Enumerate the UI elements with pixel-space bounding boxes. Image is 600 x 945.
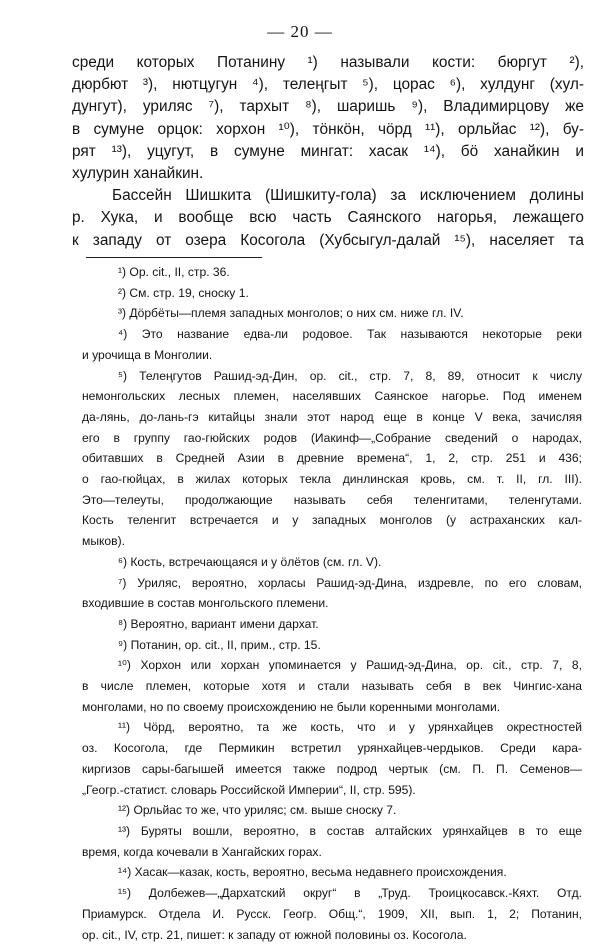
footnote-line: ⁸) Вероятно, вариант имени дархат. xyxy=(82,614,582,635)
text-line: к западу от озера Косогола (Хубсыгул-далай ¹⁵), населяет та xyxy=(72,230,584,252)
footnote-line: Кость теленгит встречается и у западных монголов (у астраханских кал- xyxy=(82,510,582,531)
footnote-line: мыков). xyxy=(82,531,582,552)
footnote-line: киргизов сары-багышей имеется также подрод чертык (см. П. П. Семенов— xyxy=(82,759,582,780)
footnote-line: ¹⁴) Хасак—казак, кость, вероятно, весьма недавнего происхождения. xyxy=(82,862,582,883)
paragraph-1 xyxy=(72,52,584,185)
footnote-line: ⁵) Телеңгутов Рашид-эд-Дин, op. cit., стр. 7, 8, 89, относит к числу xyxy=(82,366,582,387)
footnote-8 xyxy=(82,614,582,635)
text-line: в сумуне орцок: хорхон ¹⁰), тöнкöн, чöрд ¹¹), орльйас ¹²), бу- xyxy=(72,119,584,141)
footnote-line: ¹²) Орльйас то же, что уриляс; см. выше сноску 7. xyxy=(82,800,582,821)
footnote-10 xyxy=(82,655,582,717)
footnote-line: ¹⁰) Хорхон или хорхан упоминается у Рашид-эд-Дина, op. cit., стр. 7, 8, xyxy=(82,655,582,676)
footnote-line: op. cit., IV, стр. 21, пишет: к западу от южной половины оз. Косогола. xyxy=(82,925,582,945)
footnote-line: ⁷) Уриляс, вероятно, хорласы Рашид-эд-Дина, издревле, по его словам, xyxy=(82,573,582,594)
footnote-line: ¹³) Буряты вошли, вероятно, в состав алтайских урянхайцев в то еще xyxy=(82,821,582,842)
footnote-line: и урочища в Монголии. xyxy=(82,345,582,366)
footnote-line: ¹¹) Чöрд, вероятно, та же кость, что и у урянхайцев окрестностей xyxy=(82,717,582,738)
footnote-divider xyxy=(86,257,262,258)
footnote-4 xyxy=(82,324,582,365)
text-line: дюрбют ³), нютцугун ⁴), телеңгыт ⁵), цорас ⁶), хулдунг (хул- xyxy=(72,74,584,96)
text-line: Бассейн Шишкита (Шишкиту-гола) за исключением долины xyxy=(72,185,584,207)
footnote-line: оз. Косогола, где Пермикин встретил урянхайцев-чердыков. Среди кара- xyxy=(82,738,582,759)
footnote-9 xyxy=(82,635,582,656)
footnote-15 xyxy=(82,883,582,945)
footnote-12 xyxy=(82,800,582,821)
footnote-line: в числе племен, которые хотя и стали называть себя в век Чингис-хана xyxy=(82,676,582,697)
footnote-line: ⁶) Кость, встречающаяся и у öлётов (см. гл. V). xyxy=(82,552,582,573)
main-text xyxy=(72,52,584,252)
footnote-line: ³) Дöрбёты—племя западных монголов; о них см. ниже гл. IV. xyxy=(82,303,582,324)
footnote-2 xyxy=(82,283,582,304)
footnote-line: ¹) Op. cit., II, стр. 36. xyxy=(82,262,582,283)
footnote-14 xyxy=(82,862,582,883)
text-line: дунгут), уриляс ⁷), тархыт ⁸), шаришь ⁹), Владимирцову же xyxy=(72,96,584,118)
footnote-line: ²) См. стр. 19, сноску 1. xyxy=(82,283,582,304)
footnote-line: „Геогр.-статист. словарь Российской Империи“, II, стр. 595). xyxy=(82,780,582,801)
footnote-11 xyxy=(82,717,582,800)
footnote-6 xyxy=(82,552,582,573)
footnotes xyxy=(82,262,582,945)
footnote-line: да-лянь, до-лань-гэ китайцы знали этот народ еще в конце V века, зачисляя xyxy=(82,407,582,428)
footnote-line: входившие в состав монгольского племени. xyxy=(82,593,582,614)
text-line: рят ¹³), уцугут, в сумуне мингат: хасак ¹⁴), бö ханайкин и xyxy=(72,141,584,163)
footnote-3 xyxy=(82,303,582,324)
text-line: среди которых Потанину ¹) называли кости: бюргут ²), xyxy=(72,52,584,74)
footnote-line: немонгольских лесных племен, населявших Саянское нагорье. Под именем xyxy=(82,386,582,407)
footnote-line: ¹⁵) Долбежев—„Дархатский округ“ в „Труд. Троицкосавск.-Кяхт. Отд. xyxy=(82,883,582,904)
footnote-line: ⁴) Это название едва-ли родовое. Так называются некоторые реки xyxy=(82,324,582,345)
footnote-line: его в группу гао-гюйских родов (Иакинф—„Собрание сведений о народах, xyxy=(82,428,582,449)
page-number: — 20 — xyxy=(0,22,600,42)
text-line: хулурин ханайкин. xyxy=(72,163,584,185)
footnote-line: ⁹) Потанин, op. cit., II, прим., стр. 15. xyxy=(82,635,582,656)
footnote-13 xyxy=(82,821,582,862)
footnote-line: Это—телеуты, продолжающие называть себя теленгитами, теленгутами. xyxy=(82,490,582,511)
footnote-7 xyxy=(82,573,582,614)
footnote-line: о гао-гюйцах, в жилах которых текла динлинская кровь, см. т. II, гл. III). xyxy=(82,469,582,490)
footnote-line: время, когда кочевали в Хангайских горах. xyxy=(82,842,582,863)
footnote-1 xyxy=(82,262,582,283)
footnote-line: Приамурск. Отдела И. Русск. Геогр. Общ.“, 1909, XII, вып. 1, 2; Потанин, xyxy=(82,904,582,925)
footnote-5 xyxy=(82,366,582,552)
footnote-line: обитавших в Средней Азии в древние времена“, 1, 2, стр. 251 и 436; xyxy=(82,448,582,469)
footnote-line: монголами, но по своему происхождению не были коренными монголами. xyxy=(82,697,582,718)
text-line: р. Хука, и вообще всю часть Саянского нагорья, лежащего xyxy=(72,207,584,229)
paragraph-2 xyxy=(72,185,584,252)
